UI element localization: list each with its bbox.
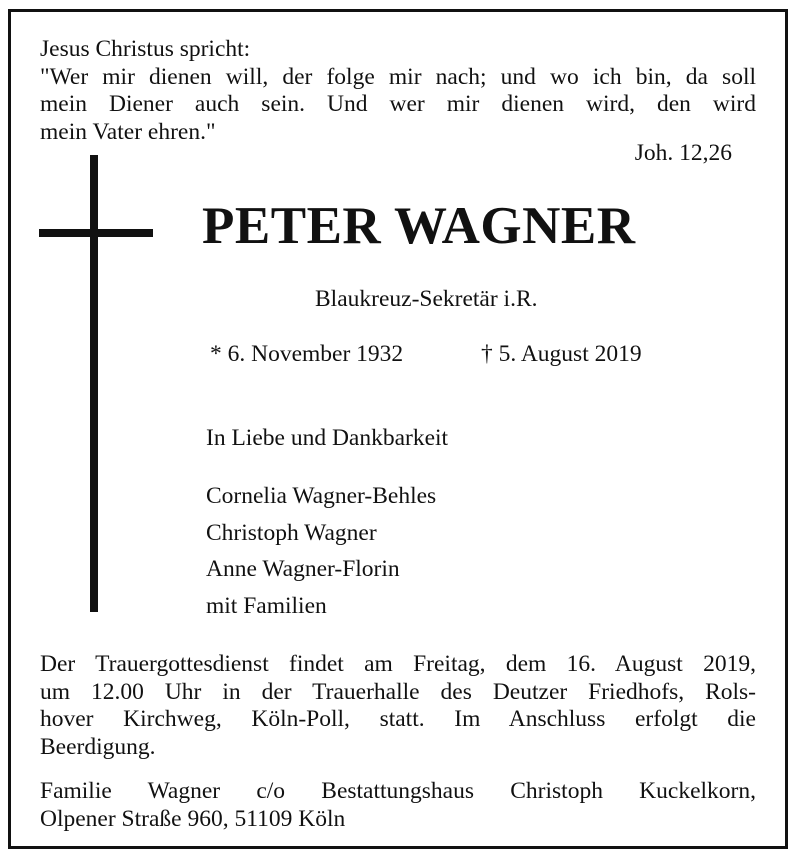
contact-line: Familie Wagner c/o Bestattungshaus Christoph Kuckelkorn, xyxy=(40,778,756,804)
verse-intro: Jesus Christus spricht: xyxy=(40,36,251,62)
mourner-name: Christoph Wagner xyxy=(206,519,377,546)
cross-icon xyxy=(90,155,98,612)
verse-line: mein Diener auch sein. Und wer mir dienen wird, den wird xyxy=(40,91,756,117)
birth-date: * 6. November 1932 xyxy=(210,341,404,367)
service-line: Beerdigung. xyxy=(40,733,156,760)
contact-line: Olpener Straße 960, 51109 Köln xyxy=(40,805,346,832)
verse-line: "Wer mir dienen will, der folge mir nach; und wo ich bin, da soll xyxy=(40,63,756,90)
service-line: um 12.00 Uhr in der Trauerhalle des Deutzer Friedhofs, Rols- xyxy=(40,678,756,705)
mourner-name: Anne Wagner-Florin xyxy=(206,556,400,582)
service-info xyxy=(40,651,756,761)
contact-info xyxy=(40,778,756,833)
verse-reference: Joh. 12,26 xyxy=(634,140,732,166)
mourner-name: mit Familien xyxy=(206,592,327,619)
deceased-name: PETER WAGNER xyxy=(202,197,636,255)
bible-verse xyxy=(40,36,756,146)
mourner-name: Cornelia Wagner-Behles xyxy=(206,483,437,509)
death-date: † 5. August 2019 xyxy=(481,341,642,367)
deceased-title: Blaukreuz-Sekretär i.R. xyxy=(315,286,538,312)
cross-icon-bar xyxy=(39,229,153,237)
verse-line: mein Vater ehren." xyxy=(40,118,216,145)
mourners-list xyxy=(206,478,436,624)
service-line: hover Kirchweg, Köln-Poll, statt. Im Anschluss erfolgt die xyxy=(40,706,756,732)
mourners-intro: In Liebe und Dankbarkeit xyxy=(206,425,449,451)
service-line: Der Trauergottesdienst findet am Freitag, dem 16. August 2019, xyxy=(40,651,756,677)
